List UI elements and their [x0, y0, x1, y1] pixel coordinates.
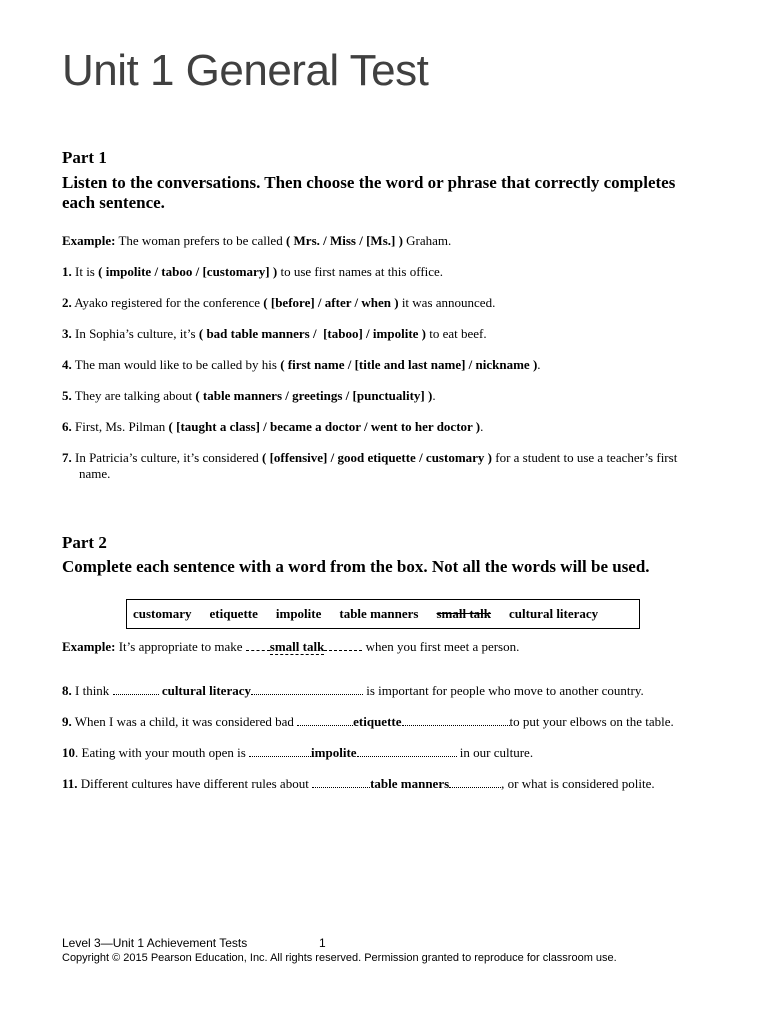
- question-text: The man would like to be called by his: [71, 357, 281, 372]
- part1-instruction: Listen to the conversations. Then choose the word or phrase that correctly completes each sentence.: [62, 173, 676, 212]
- question-text-end: to eat beef.: [426, 326, 487, 341]
- question-number: 3.: [62, 326, 72, 341]
- blank-line: [249, 744, 311, 757]
- example-text: It’s appropriate to make: [115, 639, 246, 654]
- question-text-end: to use first names at this office.: [277, 264, 444, 279]
- question-8: [62, 682, 702, 699]
- part1-example: [62, 233, 702, 249]
- answer-choices: ( [taught a class] / became a doctor / went to her doctor ): [168, 419, 481, 434]
- copyright-notice: Copyright © 2015 Pearson Education, Inc. All rights reserved. Permission granted to reproduce for classroom use.: [62, 952, 617, 964]
- example-label: Example:: [62, 233, 116, 248]
- question-text: First, Ms. Pilman: [71, 419, 169, 434]
- question-number: 2.: [62, 295, 72, 310]
- question-7: [62, 450, 702, 482]
- question-text-end: , or what is considered polite.: [501, 776, 655, 791]
- question-text-end: in our culture.: [456, 745, 534, 760]
- answer-choices: ( impolite / taboo / [customary] ): [98, 264, 278, 279]
- answer-choices: ( bad table manners / [taboo] / impolite ): [198, 326, 426, 341]
- filled-answer: table manners: [370, 776, 450, 791]
- question-6: [62, 419, 702, 435]
- word-box-item: cultural literacy: [509, 606, 599, 621]
- question-text-end: it was announced.: [398, 295, 496, 310]
- word-box-item-crossed-out: small talk: [436, 606, 492, 621]
- question-2: [62, 295, 702, 311]
- question-5: [62, 388, 702, 404]
- question-number: 10: [62, 745, 75, 760]
- question-text: When I was a child, it was considered bad: [71, 714, 298, 729]
- question-text-end: .: [537, 357, 541, 372]
- question-text: In Sophia’s culture, it’s: [71, 326, 199, 341]
- question-text-end: for a student to use a teacher’s first: [492, 450, 678, 465]
- answer-choices: ( [before] / after / when ): [263, 295, 399, 310]
- page-title: Unit 1 General Test: [62, 46, 429, 95]
- part2-instruction: Complete each sentence with a word from the box. Not all the words will be used.: [62, 557, 650, 576]
- blank-line: [324, 638, 362, 651]
- blank-line: [246, 638, 270, 651]
- question-text-end: .: [432, 388, 436, 403]
- blank-line: [449, 775, 501, 788]
- question-1: [62, 264, 702, 280]
- blank-line: [113, 682, 159, 695]
- question-number: 4.: [62, 357, 72, 372]
- filled-answer: etiquette: [353, 714, 402, 729]
- footer-title: Level 3—Unit 1 Achievement Tests: [62, 936, 248, 950]
- part2-example: [62, 638, 702, 655]
- blank-line: [357, 744, 457, 757]
- example-answer: small talk: [269, 639, 325, 654]
- question-text: . Eating with your mouth open is: [75, 745, 250, 760]
- question-3: [62, 326, 702, 342]
- question-number: 1.: [62, 264, 72, 279]
- answer-choices: ( table manners / greetings / [punctuality] ): [195, 388, 433, 403]
- question-10: [62, 744, 702, 761]
- question-text-continued: name.: [79, 466, 111, 481]
- example-text-end: Graham.: [402, 233, 452, 248]
- example-text: The woman prefers to be called: [115, 233, 286, 248]
- question-text-end: to put your elbows on the table.: [509, 714, 674, 729]
- question-text: In Patricia’s culture, it’s considered: [71, 450, 263, 465]
- question-text: They are talking about: [71, 388, 196, 403]
- question-number: 11.: [62, 776, 78, 791]
- answer-choices: ( first name / [title and last name] / nickname ): [280, 357, 538, 372]
- page-number: 1: [319, 936, 326, 950]
- example-text-end: when you first meet a person.: [362, 639, 520, 654]
- word-box-item: impolite: [275, 606, 322, 621]
- word-box-item: etiquette: [209, 606, 258, 621]
- question-4: [62, 357, 702, 373]
- question-number: 7.: [62, 450, 72, 465]
- word-box-item: table manners: [339, 606, 419, 621]
- question-text: Different cultures have different rules about: [77, 776, 313, 791]
- question-number: 8.: [62, 683, 72, 698]
- word-box-item: customary: [133, 606, 192, 621]
- answer-choices: ( [offensive] / good etiquette / customary ): [262, 450, 492, 465]
- filled-answer: impolite: [311, 745, 357, 760]
- filled-answer: cultural literacy: [161, 683, 251, 698]
- question-9: [62, 713, 702, 730]
- question-text: It is: [71, 264, 99, 279]
- blank-line: [312, 775, 370, 788]
- question-number: 5.: [62, 388, 72, 403]
- part2-label: Part 2: [62, 533, 107, 552]
- footer: [62, 936, 326, 950]
- blank-line: [297, 713, 353, 726]
- question-text-end: is important for people who move to another country.: [362, 683, 644, 698]
- question-11: [62, 775, 702, 792]
- word-box: [126, 599, 640, 629]
- question-text: Ayako registered for the conference: [71, 295, 264, 310]
- question-text: I think: [71, 683, 113, 698]
- example-choices: ( Mrs. / Miss / [Ms.] ): [285, 233, 403, 248]
- question-text-end: .: [480, 419, 484, 434]
- blank-line: [251, 682, 363, 695]
- question-number: 6.: [62, 419, 72, 434]
- example-label: Example:: [62, 639, 116, 654]
- part1-label: Part 1: [62, 148, 107, 167]
- question-number: 9.: [62, 714, 72, 729]
- blank-line: [402, 713, 510, 726]
